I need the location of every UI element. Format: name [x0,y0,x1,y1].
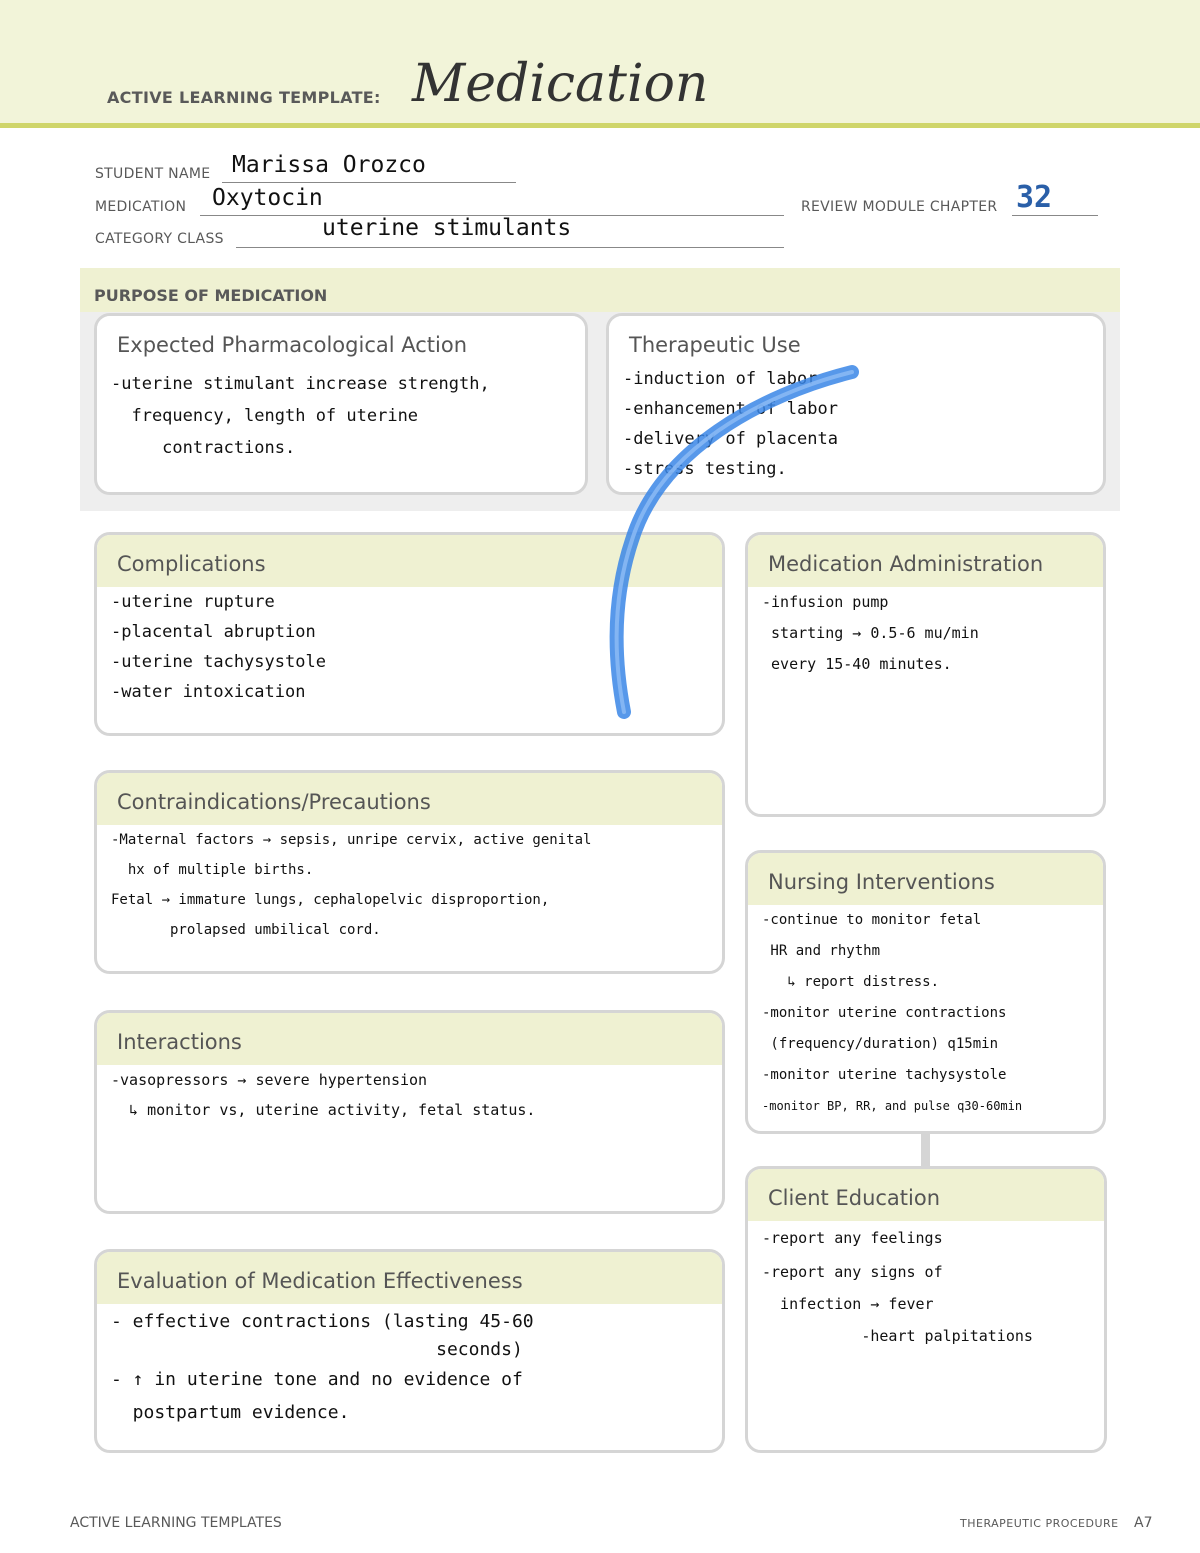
complications-head [97,535,722,587]
category-label: CATEGORY CLASS [95,231,224,247]
nursing-line: HR and rhythm [762,943,881,959]
therapeutic-use-line: -delivery of placenta [623,429,838,449]
expected-action-box[interactable] [94,313,588,495]
header-rule [0,123,1200,128]
complications-line: -uterine tachysystole [111,652,326,672]
contraindications-line: prolapsed umbilical cord. [111,922,381,938]
complications-box[interactable] [94,532,725,736]
evaluation-head [97,1252,722,1304]
client-education-line: -heart palpitations [762,1327,1033,1345]
contraindications-body [97,825,722,945]
nursing-title: Nursing Interventions [768,870,995,894]
template-title: Medication [412,54,709,114]
client-education-line: -report any feelings [762,1229,943,1247]
expected-action-title: Expected Pharmacological Action [117,333,468,357]
med-admin-line: every 15-40 minutes. [762,655,952,673]
client-education-body [748,1221,1104,1353]
expected-action-line: frequency, length of uterine [111,406,419,426]
nursing-line: -continue to monitor fetal [762,912,982,928]
footer-right: THERAPEUTIC PROCEDURE [960,1517,1119,1530]
category-value[interactable]: uterine stimulants [322,215,572,241]
review-chapter-line [1012,215,1098,216]
nursing-line: -monitor BP, RR, and pulse q30-60min [762,1099,1023,1113]
interactions-line: ↳ monitor vs, uterine activity, fetal status. [111,1101,536,1119]
evaluation-line: - effective contractions (lasting 45-60 [111,1311,534,1332]
nursing-line: ↳ report distress. [762,974,940,990]
footer-page-number: A7 [1134,1515,1153,1531]
contraindications-title: Contraindications/Precautions [117,790,431,814]
med-admin-line: -infusion pump [762,593,889,611]
nursing-box[interactable] [745,850,1106,1134]
nursing-line: (frequency/duration) q15min [762,1036,999,1052]
client-education-title: Client Education [768,1186,941,1210]
client-education-head [748,1169,1104,1221]
med-admin-title: Medication Administration [768,552,1044,576]
therapeutic-use-box[interactable] [606,313,1106,495]
contraindications-head [97,773,722,825]
interactions-line: -vasopressors → severe hypertension [111,1071,428,1089]
evaluation-body [97,1304,722,1428]
therapeutic-use-line: -induction of labor [623,369,818,389]
footer-left: ACTIVE LEARNING TEMPLATES [70,1515,282,1531]
contraindications-box[interactable] [94,770,725,974]
interactions-head [97,1013,722,1065]
expected-action-line: -uterine stimulant increase strength, [111,374,490,394]
expected-action-body [97,364,585,464]
contraindications-line: -Maternal factors → sepsis, unripe cervix, active genital [111,832,592,848]
nursing-line: -monitor uterine tachysystole [762,1067,1007,1083]
medication-value[interactable]: Oxytocin [212,185,323,211]
expected-action-line: contractions. [111,438,296,458]
student-name-label: STUDENT NAME [95,166,211,182]
complications-line: -water intoxication [111,682,306,702]
interactions-body [97,1065,722,1125]
evaluation-line: seconds) [111,1339,523,1360]
medication-label: MEDICATION [95,199,187,215]
therapeutic-use-line: -enhancement of labor [623,399,838,419]
interactions-title: Interactions [117,1030,242,1054]
med-admin-box[interactable] [745,532,1106,817]
review-chapter-label: REVIEW MODULE CHAPTER [801,199,998,215]
therapeutic-use-body [609,364,1103,484]
med-admin-body [748,587,1103,680]
evaluation-box[interactable] [94,1249,725,1453]
client-education-box[interactable] [745,1166,1107,1453]
purpose-title: PURPOSE OF MEDICATION [94,286,328,305]
therapeutic-use-line: -stress testing. [623,459,787,479]
complications-title: Complications [117,552,266,576]
therapeutic-use-head [609,316,1103,364]
expected-action-head [97,316,585,364]
nursing-client-connector [921,1132,930,1166]
client-education-line: infection → fever [762,1295,934,1313]
med-admin-head [748,535,1103,587]
interactions-box[interactable] [94,1010,725,1214]
student-name-line [222,182,516,183]
nursing-body [748,905,1103,1122]
nursing-head [748,853,1103,905]
category-line [236,247,784,248]
complications-line: -placental abruption [111,622,316,642]
template-label: ACTIVE LEARNING TEMPLATE: [107,88,381,107]
nursing-line: -monitor uterine contractions [762,1005,1007,1021]
client-education-line: -report any signs of [762,1263,943,1281]
complications-line: -uterine rupture [111,592,275,612]
med-admin-line: starting → 0.5-6 mu/min [762,624,979,642]
contraindications-line: Fetal → immature lungs, cephalopelvic disproportion, [111,892,550,908]
review-chapter-value[interactable]: 32 [1016,180,1053,215]
evaluation-line: postpartum evidence. [111,1402,350,1423]
therapeutic-use-title: Therapeutic Use [629,333,801,357]
student-name-value[interactable]: Marissa Orozco [232,152,426,178]
evaluation-title: Evaluation of Medication Effectiveness [117,1269,523,1293]
contraindications-line: hx of multiple births. [111,862,314,878]
complications-body [97,587,722,707]
evaluation-line: - ↑ in uterine tone and no evidence of [111,1369,523,1390]
